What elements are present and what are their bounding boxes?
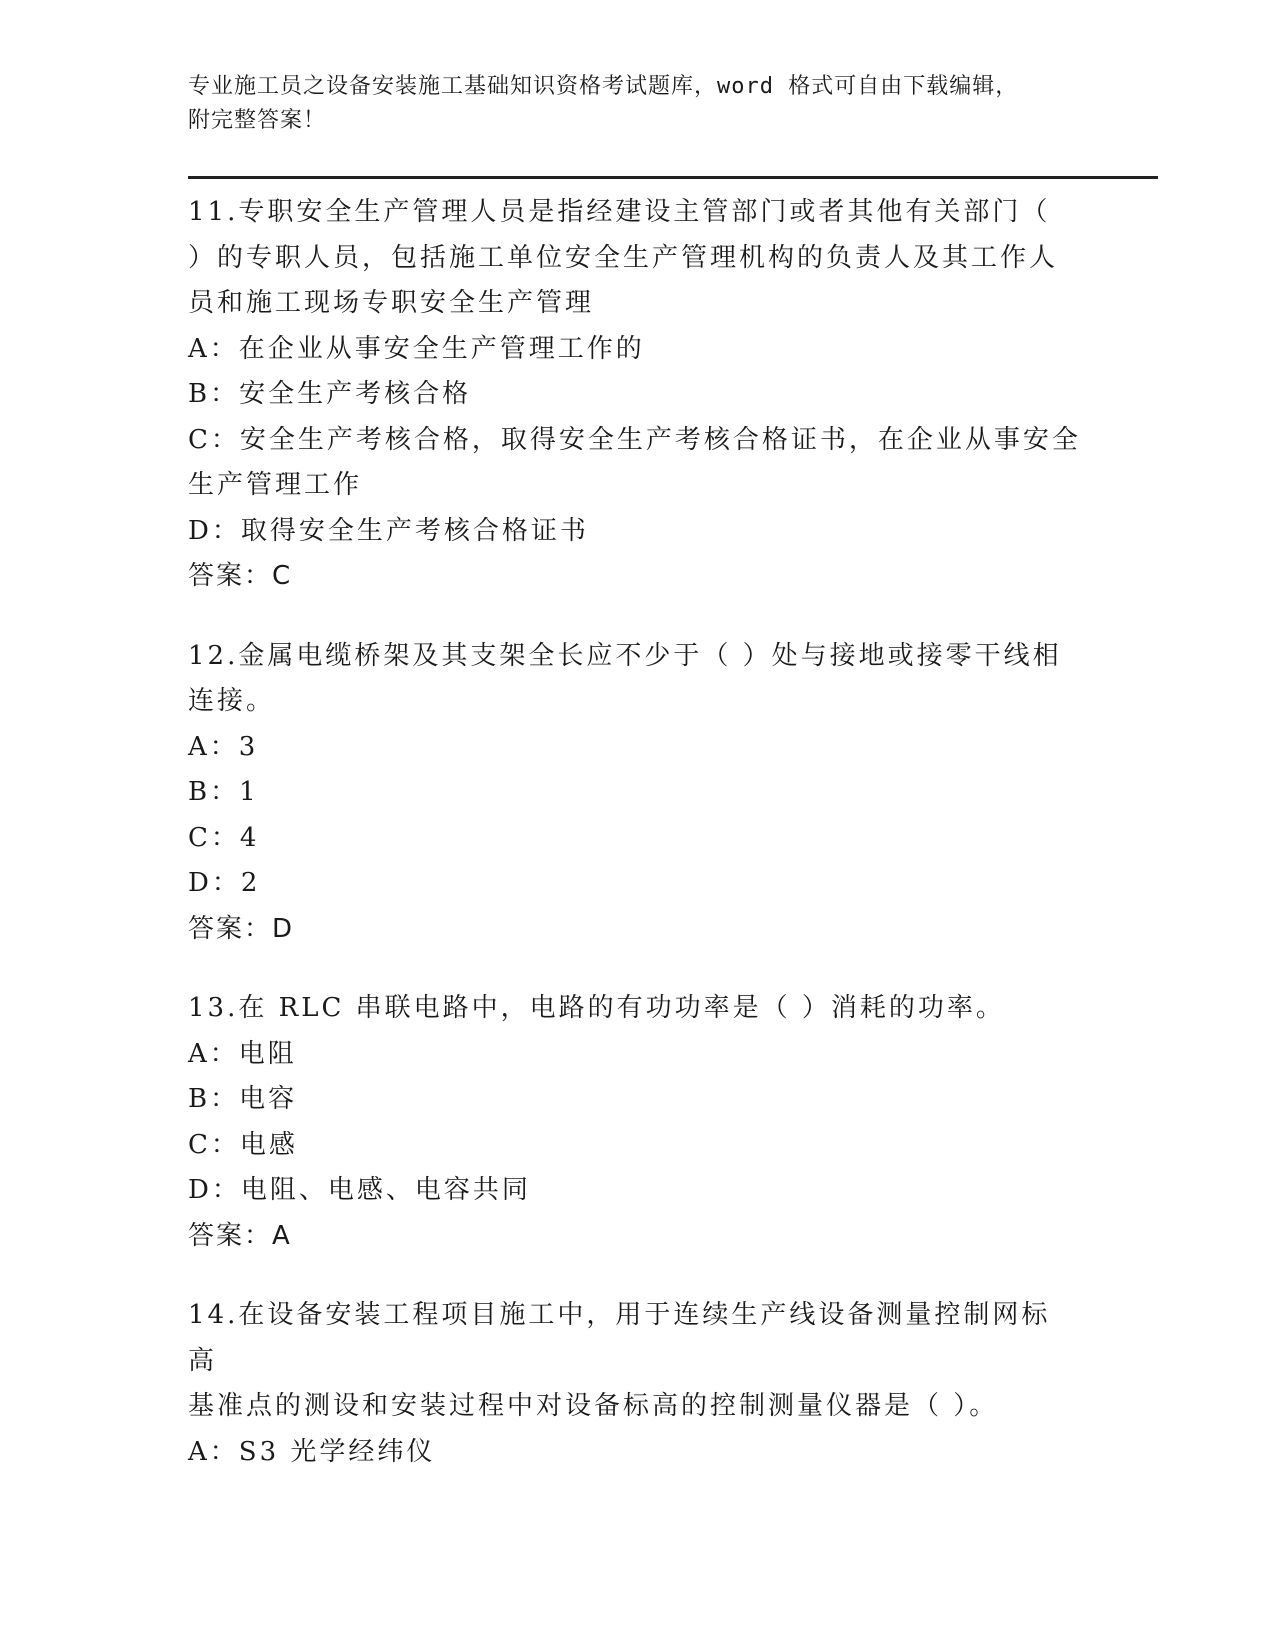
question-stem-line: 13.在 RLC 串联电路中，电路的有功功率是（ ）消耗的功率。 — [188, 993, 1005, 1023]
question-13 — [188, 986, 1088, 1259]
answer-option — [188, 1430, 1088, 1476]
answer-option-line: B：1 — [188, 777, 259, 807]
document-header — [188, 70, 1088, 138]
answer-option-line: C：电感 — [188, 1129, 298, 1160]
question-stem-line: 12.金属电缆桥架及其支架全长应不少于（ ）处与接地或接零干线相 — [188, 640, 1062, 671]
answer-option-line: B：电容 — [188, 1084, 298, 1114]
question-stem-line: 14.在设备安装工程项目施工中，用于连续生产线设备测量控制网标高 — [188, 1300, 1051, 1376]
answer-key: 答案：D — [188, 913, 295, 944]
answer-option-line: D：2 — [188, 868, 261, 898]
answer-key: 答案：C — [188, 561, 293, 591]
answer-option — [188, 509, 1088, 555]
answer-option-line: B：安全生产考核合格 — [188, 379, 472, 409]
question-stem-line: 连接。 — [188, 686, 276, 716]
question-14 — [188, 1293, 1088, 1475]
question-stem — [188, 190, 1068, 327]
question-stem — [188, 986, 1068, 1032]
answer-option — [188, 816, 1088, 862]
answer-key: 答案：A — [188, 1220, 292, 1251]
answer-option-line: C：4 — [188, 822, 260, 853]
answer-option — [188, 1077, 1088, 1123]
answer-option — [188, 1168, 1088, 1214]
answer-option-line: A：在企业从事安全生产管理工作的 — [188, 333, 645, 364]
header-line-1: 专业施工员之设备安装施工基础知识资格考试题库，word 格式可自由下载编辑， — [188, 74, 1019, 99]
answer-option-line: D：取得安全生产考核合格证书 — [188, 515, 589, 546]
question-11 — [188, 190, 1088, 600]
answer-option — [188, 1032, 1088, 1078]
answer-option — [188, 861, 1088, 907]
header-divider — [188, 176, 1158, 179]
answer-option — [188, 770, 1088, 816]
question-stem — [188, 634, 1068, 725]
answer-option — [188, 1123, 1088, 1169]
answer-option-line: A：电阻 — [188, 1038, 297, 1069]
answer-option — [188, 327, 1088, 373]
header-line-2: 附完整答案！ — [188, 108, 327, 133]
question-list — [188, 190, 1088, 1509]
question-12 — [188, 634, 1088, 953]
answer-option — [188, 372, 1088, 418]
answer-option-line: C：安全生产考核合格，取得安全生产考核合格证书，在企业从事安全 — [188, 424, 1081, 455]
answer-option-line: A：3 — [188, 731, 259, 762]
question-stem-line: ）的专职人员，包括施工单位安全生产管理机构的负责人及其工作人 — [188, 242, 1059, 273]
answer-option-line: 生产管理工作 — [188, 470, 363, 500]
question-stem-line: 11.专职安全生产管理人员是指经建设主管部门或者其他有关部门（ — [188, 197, 1051, 227]
answer-option-line: D：电阻、电感、电容共同 — [188, 1175, 531, 1205]
question-stem-line: 基准点的测设和安装过程中对设备标高的控制测量仪器是（ ）。 — [188, 1391, 999, 1421]
answer-option — [188, 725, 1088, 771]
question-stem-line: 员和施工现场专职安全生产管理 — [188, 288, 595, 318]
answer-option — [188, 418, 1088, 509]
question-stem — [188, 1293, 1068, 1430]
answer-option-line: A：S3 光学经纬仪 — [188, 1436, 436, 1467]
